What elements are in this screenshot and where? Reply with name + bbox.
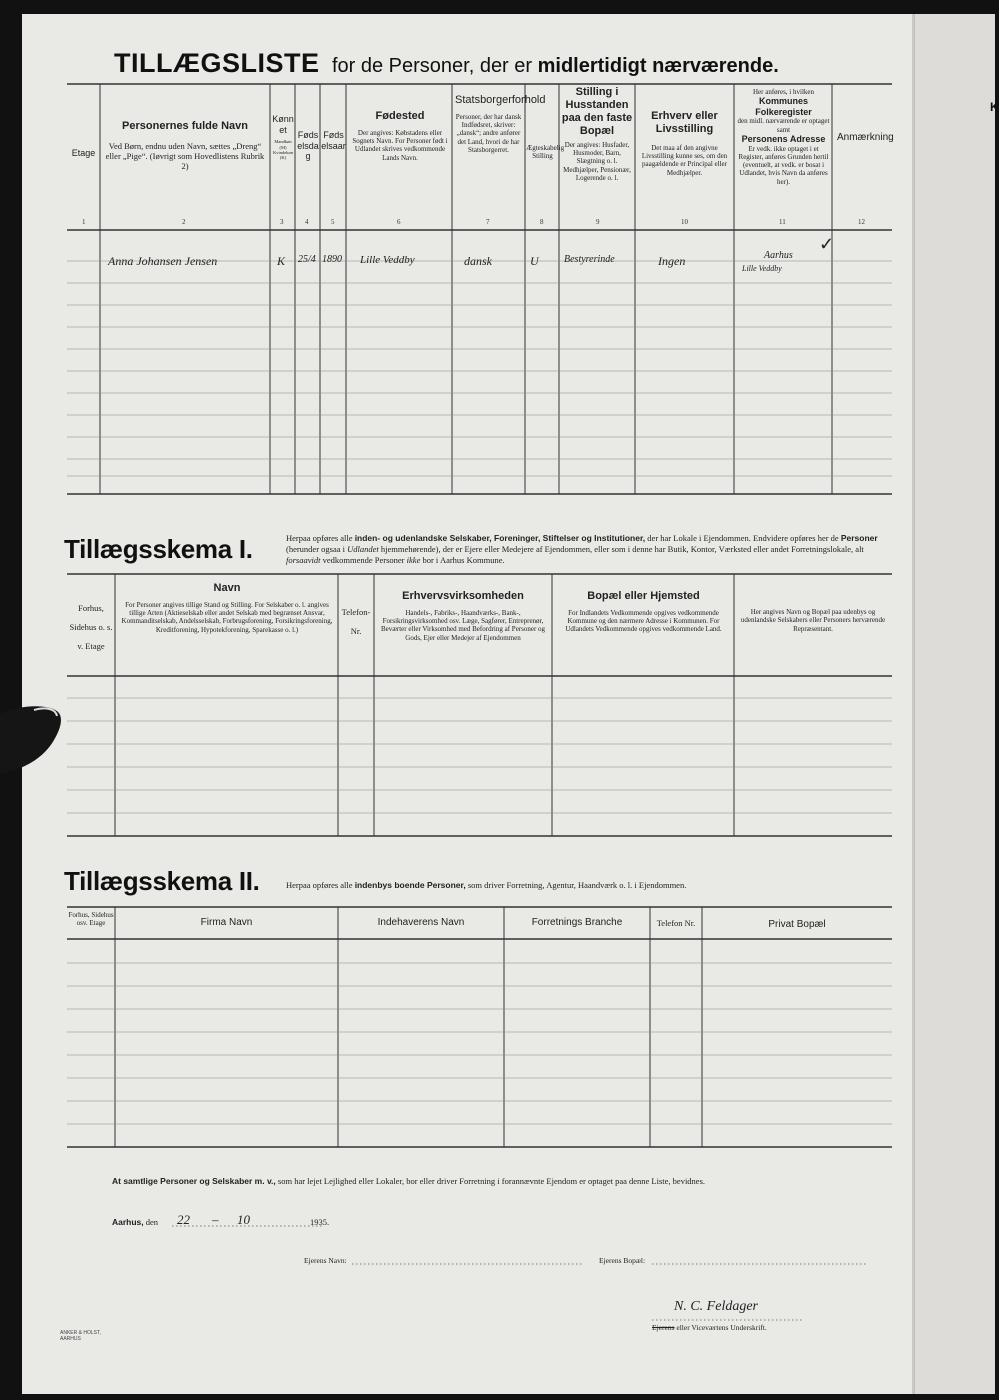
col-birthday-header: Fødselsdag <box>297 130 319 162</box>
attestation-statement: At samtlige Personer og Selskaber m. v., som har lejet Lejlighed eller Lokaler, bor eller driver Forretning i forannævnte Ejendom er optaget paa denne Liste, bevidnes. <box>112 1176 706 1186</box>
col-remarks-header: Anmærkning <box>837 132 894 143</box>
col-number: 12 <box>858 218 865 226</box>
col-etage-header: Etage <box>71 148 96 158</box>
col-citizenship-header: Statsborgerforhold Personer, der har dansk Indfødsret, skriver: „dansk“; andre anfører det Land, hvori de har Statsborgerret. <box>455 94 546 154</box>
entry-birthyear: 1890 <box>322 254 342 265</box>
skema2-title: Tillægsskema II. <box>64 866 260 896</box>
col-household-header: Stilling i Husstanden paa den faste Bopæl Der angives: Husfader, Husmoder, Barn, Slægtning o. l. Medhjælper, Pensionær, Logerende o. l. <box>561 86 633 182</box>
entry-register-2: Lille Veddby <box>742 264 782 273</box>
skema2-col-branch-header: Forretnings Branche <box>531 917 623 928</box>
city: Aarhus, <box>112 1217 144 1227</box>
checkmark-icon: ✓ <box>819 234 835 254</box>
entry-household: Bestyrerinde <box>564 254 615 265</box>
entry-name: Anna Johansen Jensen <box>108 254 218 268</box>
entry-citizenship: dansk <box>464 254 492 268</box>
col-birthyear-header: Fødselsaar <box>321 130 346 151</box>
col-name-header: Personernes fulde Navn Ved Børn, endnu uden Navn, sættes „Dreng“ eller „Pige“. (Iøvrigt som Hovedlistens Rubrik 2) <box>105 120 265 171</box>
skema1-col-name-header: Navn For Personer angives tillige Stand og Stilling. For Selskaber o. l. angives tillige Arten (Aktieselskab eller andet Selskab med begrænset Ansvar, Kommanditselskab, Andelsselskab, Forbrugsforening, Forsikringsforening, Kreditforening, Hypotekforening, Sparekasse o. l.) <box>121 582 333 634</box>
entry-register-1: Aarhus <box>764 250 793 261</box>
title-sub-bold: midlertidigt nærværende. <box>537 55 779 77</box>
col-number: 9 <box>596 218 600 226</box>
form-page <box>22 14 912 1394</box>
entry-occupation: Ingen <box>658 254 686 268</box>
col-number: 8 <box>540 218 544 226</box>
col-number: 3 <box>280 218 284 226</box>
skema2-col-phone-header: Telefon Nr. <box>656 918 696 928</box>
printer-imprint: ANKER & HOLST, AARHUS <box>60 1330 101 1342</box>
col-register-header: Her anføres, i hvilken Kommunes Folkeregister den midl. nærværende er optaget samt Personens Adresse Er vedk. ikke optaget i et Register, anføres Grunden hertil (eventuelt, at vedk. er bosat i Udlandet, hvis Navn da anføres her). <box>737 88 830 186</box>
skema1-col-etage-header: Forhus, Sidehus o. s. v. Etage <box>69 603 113 651</box>
signature-label: Ejerens eller Viceværtens Underskrift. <box>652 1323 767 1332</box>
entry-birthday: 25/4 <box>298 254 316 265</box>
col-number: 11 <box>779 218 786 226</box>
signature: N. C. Feldager <box>674 1299 758 1314</box>
owner-name-label: Ejerens Navn: <box>304 1256 347 1265</box>
col-number: 7 <box>486 218 490 226</box>
col-number: 1 <box>82 218 86 226</box>
col-sex-header: Kønnet Mandkøn (M) Kvindekøn (K) <box>272 114 294 161</box>
date-day: 22 <box>177 1212 190 1227</box>
skema1-col-business-header: Erhvervsvirksomheden Handels-, Fabriks-, Haandværks-, Bank-, Forsikringsvirksomhed osv. Læge, Sagfører, Entreprenør, Beværter eller Virksomhed med Befordring af Personer og Gods, Ejer eller Medejer af Ejendommen <box>380 590 546 642</box>
skema1-col-address-header: Bopæl eller Hjemsted For Indlandets Vedkommende opgives vedkommende Kommune og den nærmere Adresse i Kommunen. For Udlandets Vedkommende opgives vedkommende Land. <box>565 590 722 634</box>
owner-address-label: Ejerens Bopæl: <box>599 1256 646 1265</box>
entry-sex: K <box>277 254 286 268</box>
skema1-col-phone-header: Telefon-Nr. <box>341 607 371 636</box>
date-line: Aarhus, den <box>112 1217 159 1227</box>
thumb-shadow <box>0 704 82 784</box>
date-month: 10 <box>237 1212 250 1227</box>
skema2-description: Herpaa opføres alle indenbys boende Personer, som driver Forretning, Agentur, Haandværk o. l. i Ejendommen. <box>286 880 687 890</box>
col-birthplace-header: Fødested Der angives: Købstadens eller Sognets Navn. For Personer født i Udlandet skrives vedkommende Lands Navn. <box>352 110 448 162</box>
col-number: 6 <box>397 218 401 226</box>
title-main: TILLÆGSLISTE <box>114 48 320 78</box>
skema2-col-address-header: Privat Bopæl <box>768 919 826 930</box>
col-marital-header: Ægteskabelig Stilling <box>526 144 565 161</box>
skema1-title: Tillægsskema I. <box>64 534 253 564</box>
col-number: 2 <box>182 218 186 226</box>
skema2-col-etage-header: Forhus, Sidehus osv. Etage <box>68 911 114 928</box>
facing-page: K <box>915 14 995 1394</box>
skema2-col-firm-header: Firma Navn <box>200 917 253 928</box>
skema2-col-owner-header: Indehaverens Navn <box>377 917 465 928</box>
title-sub: for de Personer, der er <box>331 55 533 77</box>
date-dash: – <box>212 1212 219 1227</box>
col-number: 4 <box>305 218 309 226</box>
col-number: 10 <box>681 218 688 226</box>
entry-marital: U <box>530 254 539 268</box>
skema1-description: Herpaa opføres alle inden- og udenlandske Selskaber, Foreninger, Stiftelser og Institutioner, der har Lokale i Ejendommen. Endvidere opføres her de Personer (herunder ogsaa i Udlandet hjemmehørende), der er Ejere eller Medejere af Ejendommen, eller som i denne har Butik, Kontor, Værksted eller andet Forretningslokale, alt forsaavidt vedkommende Personer ikke bor i Aarhus Kommune. <box>286 533 878 566</box>
col-number: 5 <box>331 218 335 226</box>
date-year: 1935. <box>310 1217 330 1227</box>
col-occupation-header: Erhverv eller Livsstilling Det maa af den angivne Livsstilling kunne ses, om den paagældende er Principal eller Medhjælper. <box>641 110 728 177</box>
skema1-col-representative-header: Her angives Navn og Bopæl paa udenbys og udenlandske Selskabers eller Personers herværende Repræsentant. <box>740 608 886 633</box>
entry-birthplace: Lille Veddby <box>360 254 415 266</box>
